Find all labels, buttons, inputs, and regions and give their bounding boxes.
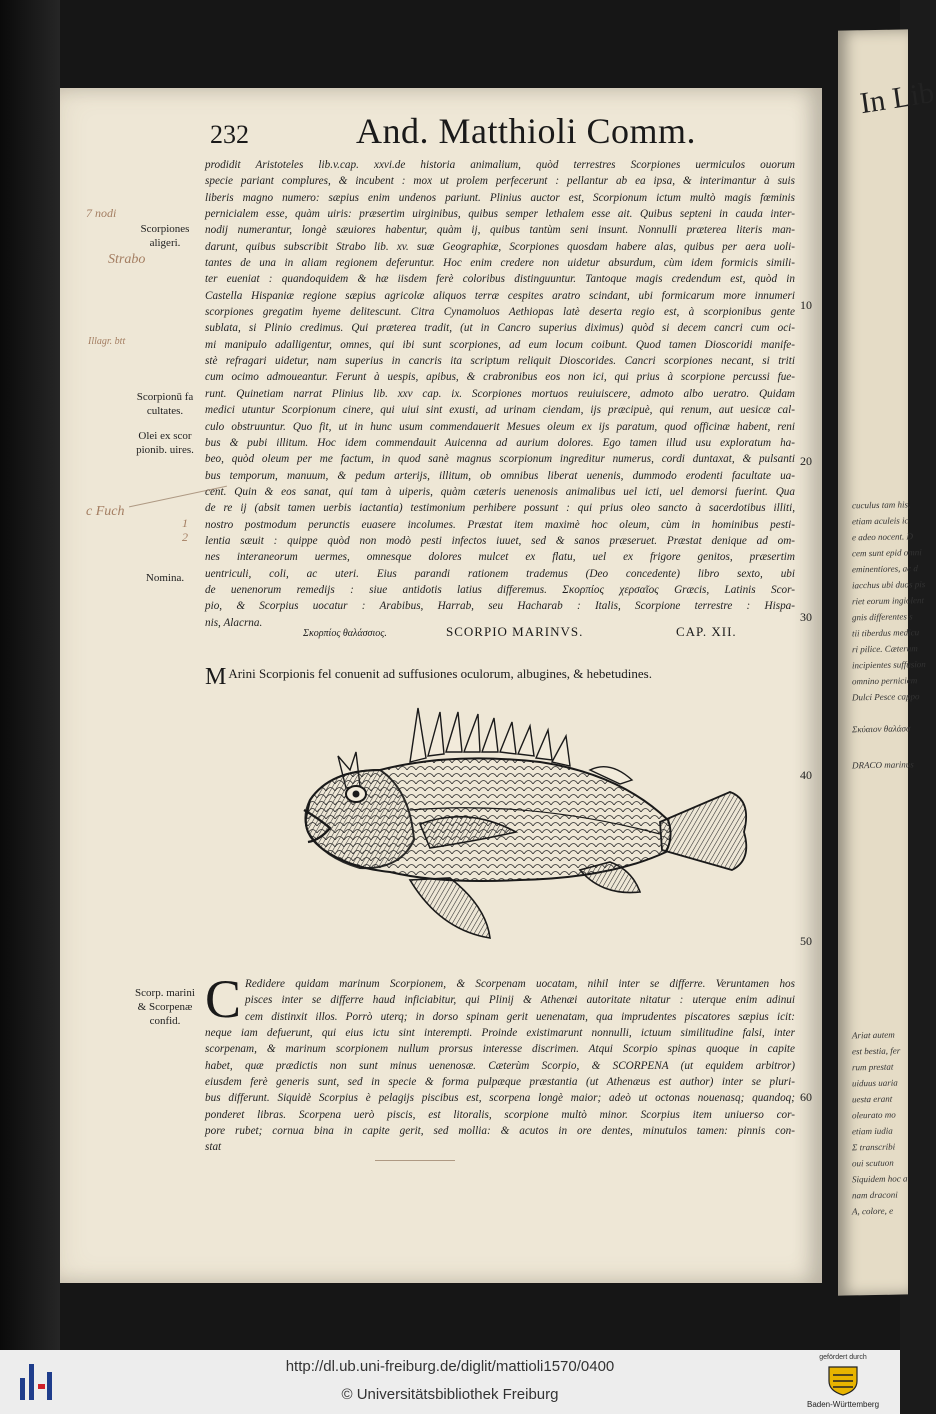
facing-page	[838, 29, 936, 1295]
facing-page-fragment: oleurato mo	[852, 1109, 896, 1121]
text-line: habet, quæ prædictis non sunt minus uenenosæ. Cæterùm Scorpio, & SCORPENA (ut equidem arbitror)	[205, 1059, 795, 1072]
facing-page-fragment: omnino perniciem	[852, 675, 918, 687]
facing-page-fragment: gnis differentes s	[852, 611, 913, 623]
funding-badge	[790, 1354, 896, 1412]
text-line: bus differunt. Siquidè Scorpius è pelagijs piscibus est, scorpena longè maior; adeò ut octonas nouenasq; quandoq;	[205, 1092, 795, 1105]
chapter-title: SCORPIO MARINVS.	[446, 624, 584, 639]
margin-note-scorpiones-aligeri	[128, 222, 202, 250]
margin-note-line: Olei ex scor	[138, 430, 192, 442]
viewer-footer	[0, 1350, 900, 1414]
text-line: bus temporum, manuum, & pedum arterijs, illitum, ob omnibus liberat uenenis, dummodo erodenti facultate ua-	[205, 469, 795, 482]
facing-page-title: In Lib	[857, 75, 936, 121]
facing-page-fragment: uiduus uaria	[852, 1077, 898, 1089]
facing-page-fragment: Σκύαιον θαλάσσ	[852, 723, 911, 735]
facing-page-fragment: etiam aculeis ic	[852, 515, 909, 527]
text-line: runt. Quinetiam narrat Plinius lib. xxv cap. ix. Scorpiones mortuos reuiuiscere, admoto albo ueratro. Quidam	[205, 387, 795, 400]
text-line: culo obstruuntur. Quo fit, ut in hunc usum commendauerit Mesues oleum ex ijs paratum, quod officinæ habent, reni	[205, 420, 795, 433]
chapter-number: CAP. XII.	[676, 624, 737, 639]
text-line: nes interaneorum uermes, omnesque dolores mulcet ex flatu, uel ex frigore genitos, præsertim	[205, 551, 795, 564]
line-number: 50	[800, 934, 812, 948]
text-line: cent. Quin & eos sanat, qui tam à uiperis, quàm cæteris uenenosis animalibus uel icti, uel demorsi fuerint. Qua	[205, 485, 795, 498]
drop-cap: C	[205, 969, 242, 1029]
text-line: stè refragari uidetur, nam superius in cancris ita scriptum reliquit Dioscorides. Cancri scorpiones necant, si triti	[205, 355, 795, 368]
text-line: cem distinxit illos. Porrò uterq; in dorso spinam gerit uenenatam, qua imprudentes piscatores sæpius icit:	[245, 1010, 795, 1023]
text-line: darunt, quibus subscribit Strabo lib. xv. suæ Geographiæ, Scorpiones quosdam habere alas, quibus per aera uoli-	[205, 240, 795, 253]
coat-of-arms-icon	[823, 1363, 863, 1397]
facing-page-fragment: nam draconi	[852, 1189, 898, 1201]
facing-page-fragment: est bestia, fer	[852, 1045, 901, 1057]
text-line: pisces inter se differre haud inficiabitur, qui Plinij & Athenæi autoritate nitatur : uterque enim adinui	[245, 994, 795, 1007]
document-url[interactable]: http://dl.ub.uni-freiburg.de/diglit/mattioli1570/0400	[285, 1358, 615, 1375]
fish-pelvic-fin	[410, 878, 490, 938]
margin-note-line: Scorp. marini	[135, 987, 195, 999]
text-line: pore rubet; cornua bina in capite gerit, sed mollia: & acutos in ore dentes, minutulos tamen: pinnis con-	[205, 1125, 795, 1138]
fish-tail	[660, 792, 746, 870]
text-line: ter eueniat : quandoquidem & hæ iisdem ferè coloribus distinguuntur. Tantoque magis credendum est, quòd in	[205, 273, 795, 286]
margin-note-facultates	[128, 390, 202, 418]
text-line: tantes de una in aliam regionem deferuntur. Hoc enim credere non uidetur absurdum, cùm idem formicis simili-	[205, 257, 795, 270]
book-gutter	[0, 0, 60, 1350]
margin-note-line: Scorpionū fa	[136, 391, 194, 403]
text-line: pio, & Scorpius uocatur : Arabibus, Harrab, seu Hacharab : Italis, Scorpione terrestre : Hispa-	[205, 600, 795, 613]
text-line: nostro postmodum perunctis euasere incolumes. Præstat item maximè hoc oleum, cùm in hominibus pesti-	[205, 518, 795, 531]
facing-page-fragment: Σ transcribi	[852, 1141, 896, 1153]
intro-initial: M	[205, 664, 227, 690]
text-line: de uenenorum remedijs : siue antidotis latius differemus. Σκορπίος χερσαῖος Græcis, Latinis Scor-	[205, 583, 795, 596]
funded-by-label: gefördert durch	[819, 1354, 867, 1361]
facing-page-fragment: iacchus ubi duos pis	[852, 579, 926, 591]
facing-page-fragment: tii tiberdus medicu	[852, 627, 920, 639]
text-line: bus & pubi illitum. Hoc idem commendauit Auicenna ad aurium dolores. Ego tamen illud usu exploratum ha-	[205, 436, 795, 449]
copyright-notice: © Universitätsbibliothek Freiburg	[341, 1386, 559, 1403]
running-title: And. Matthioli Comm.	[356, 111, 697, 151]
line-number: 40	[800, 768, 812, 782]
line-number: 10	[800, 298, 812, 312]
margin-note-line: Nomina.	[145, 572, 185, 584]
facing-page-fragment: ri pilice. Cæterum	[852, 643, 918, 655]
facing-page-fragment: rum prestat	[852, 1061, 894, 1073]
text-line: scorpiones gregatim hyeme delitescunt. Citra Cynamoluos Aethiopas latè deserta regio est, à scorpionibus gente	[205, 306, 795, 319]
facing-page-fragment: etiam iudia	[852, 1125, 893, 1137]
facing-page-fragment: Dulci Pesce cappo	[852, 691, 920, 703]
text-line: cum ocimo admoueantur. Ferunt à uespis, apibus, & crabronibus eos non ici, qui prius à scorpione percussi fue-	[205, 371, 795, 384]
facing-page-fragment: A, colore, e	[852, 1205, 894, 1217]
facing-page-fragment: incipientes suffusion	[852, 659, 926, 671]
margin-note-olei-uires	[128, 429, 202, 457]
annotation-stroke	[375, 1160, 455, 1161]
text-line: Redidere quidam marinum Scorpionem, & Scorpenam uocatam, nihil inter se differre. Veruntamen hos	[245, 978, 795, 990]
text-line: ponderet libras. Scorpena uerò piscis, est litoralis, scorpione multò minor. Scorpius item uniuerso cor-	[205, 1108, 795, 1121]
handwritten-note: 1	[182, 516, 188, 530]
text-line: prodidit Aristoteles lib.v.cap. xxvi.de historia animalium, quòd terrestres Scorpiones uermiculos ouorum	[205, 159, 795, 171]
second-text-block	[205, 976, 795, 1156]
margin-note-line: aligeri.	[149, 237, 181, 249]
facing-page-fragment: cuculus tam his,	[852, 499, 911, 511]
scorpion-fish-woodcut	[290, 700, 760, 950]
facing-page-fragment: e adeo nocent. D	[852, 531, 913, 543]
facing-page-fragment: cem sunt epid omni	[852, 547, 922, 559]
funder-name: Baden-Württemberg	[806, 1400, 880, 1409]
text-line: medici utuntur Scorpionum cinere, qui uiui sint exusti, ad urinam ciendam, ijs præcipuè, qui renum, aut uesicæ cal-	[205, 404, 795, 417]
margin-note-nomina	[128, 571, 202, 585]
margin-note-line: cultates.	[146, 405, 184, 417]
handwritten-note: Illagr. btt	[88, 336, 126, 347]
margin-note-line: confid.	[149, 1015, 181, 1027]
text-line: stat	[205, 1141, 222, 1154]
margin-note-line: Scorpiones	[140, 223, 190, 235]
text-line: uentriculi, coli, ac uteri. Eius parandi rationem trademus (Deo concedente) libro sexto, ubi	[205, 567, 795, 580]
text-line: specie pariant complures, & incubent : mox ut prolem perfecerunt : pellantur ab ea ipsa, & interimantur à suis	[205, 175, 795, 188]
margin-note-scorpenae	[128, 986, 202, 1028]
line-number: 30	[800, 610, 812, 624]
facing-page-fragment: Siquidem hoc a	[852, 1173, 908, 1185]
intro-text: Arini Scorpionis fel conuenit ad suffusiones oculorum, albugines, & hebetudines.	[228, 666, 652, 681]
margin-note-line: pionib. uires.	[136, 444, 194, 456]
facing-page-fragment: oui scutuon	[852, 1157, 894, 1169]
text-line: eiusdem ferè generis sunt, sed in specie & forma pulpæque præstantia (ut Athenæus est author) inter se pluri-	[205, 1076, 795, 1089]
line-number: 20	[800, 454, 812, 468]
text-line: pernicialem esse, quàm uiris: præsertim uirginibus, quibus semper lethalem esse ait. Quibus septeni in cauda inter-	[205, 208, 795, 221]
text-line: beo, quòd oleum per me factum, in quod sanè magnus scorpionum ingreditur numerus, cordi duntaxat, & pulsanti	[205, 453, 795, 466]
handwritten-note: Strabo	[108, 252, 146, 267]
handwritten-note: 2	[182, 530, 188, 544]
page-number: 232	[210, 120, 249, 149]
text-line: nis, Alacrna.	[205, 616, 263, 629]
handwritten-note: 7 nodi	[86, 206, 117, 220]
facing-page-fragment: uesta erant	[852, 1093, 893, 1105]
text-line: neque iam defuerunt, qui eius ictu sint interempti. Proinde existimarunt nonnulli, ictuum similitudine falsi, inter	[205, 1027, 795, 1040]
facing-page-fragment: eminentiores, ac d	[852, 563, 918, 575]
facing-page-fragment: riet eorum ingiolent	[852, 595, 924, 607]
text-line: lentia sæuit : quippe quòd non modò pesti infectos iuuet, sed & sanos præseruet. Præstat denique ad om-	[205, 534, 795, 547]
margin-note-line: & Scorpenæ	[137, 1001, 193, 1013]
text-line: scorpenam, & marinum scorpionem nullum prorsus interesse discrimen. Atqui Scorpio spinas quoque in capite	[205, 1043, 795, 1056]
text-line: de re ij (absit tamen uerbis iactantia) testimonium perhibere possunt : qui prius oleo sancto à sacerdotibus illiti,	[205, 502, 795, 515]
text-line: sublata, si Plinio credimus. Qui præterea tradit, (ut in Cancro superius diximus) quòd si decem cancri cum oci-	[205, 322, 795, 335]
text-line: mi manipulo adalligentur, omnes, qui ibi sunt scorpiones, ad eum locum coibunt. Quod tamen Dioscoridi manife-	[205, 338, 795, 351]
facing-page-fragment: DRACO marinus	[852, 759, 914, 771]
line-number: 60	[800, 1090, 812, 1104]
facing-page-fragment: Ariat autem	[852, 1029, 895, 1041]
text-line: Castella Hispaniæ regione sæpius agricolæ aliquos terræ cespites aratro scindant, ubi formicarum more innumeri	[205, 289, 795, 302]
text-line: nodij numerantur, longè sæuiores habentur, quàm ij, quibus tantùm seni insunt. Nonnulli præterea literis man-	[205, 224, 795, 237]
main-text-block	[205, 157, 795, 631]
handwritten-note: c Fuch	[86, 504, 125, 519]
chapter-intro	[205, 664, 652, 691]
text-line: liberis magno numero: sæpius enim undenos pariunt. Plinius auctor est, Scorpionum ictum multò magis fœminis	[205, 191, 795, 204]
chapter-greek-title: Σκορπίος θαλάσσιος.	[303, 628, 387, 639]
